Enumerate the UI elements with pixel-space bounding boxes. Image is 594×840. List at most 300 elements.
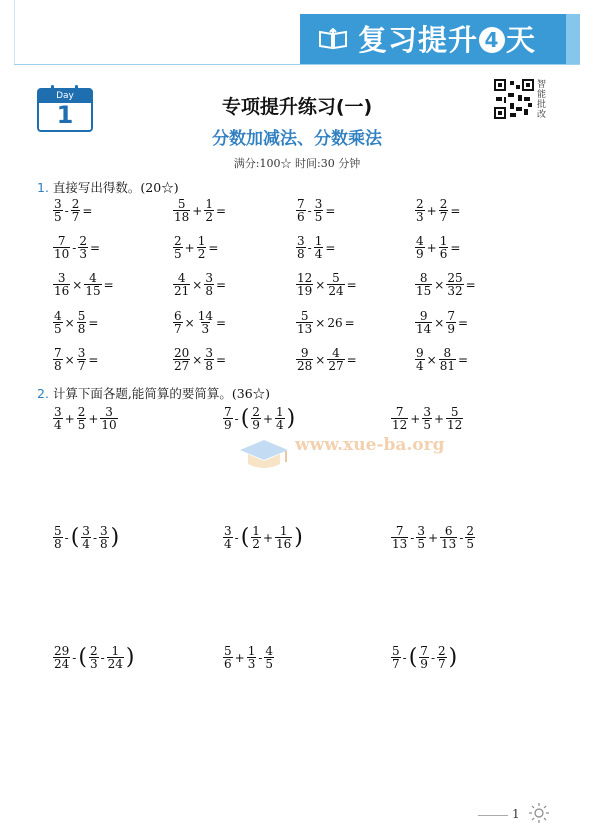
parenthesis: ) [125,644,135,670]
denominator: 7 [392,657,400,671]
operator: = [215,277,227,292]
numerator: 2 [466,524,475,538]
operator: + [433,411,445,426]
fraction [223,645,233,670]
fraction [251,406,261,431]
fraction [78,235,88,260]
calc-problem [52,645,136,670]
operator: - [258,650,263,665]
numerator: 4 [265,644,274,658]
numerator: 5 [77,309,86,323]
section-1-heading [37,178,179,196]
fraction [173,272,190,297]
operator: × [184,315,195,330]
denominator: 4 [276,418,284,432]
denominator: 16 [276,537,292,551]
fraction [77,406,87,431]
numerator: 3 [82,524,90,538]
fraction [107,645,124,670]
parenthesis: ( [78,644,87,670]
numerator: 4 [54,309,62,323]
denominator: 2 [252,537,260,551]
fraction [53,525,63,550]
denominator: 5 [174,247,182,261]
oral-calc-item [414,310,469,335]
operator: - [234,530,239,545]
numerator: 8 [419,271,428,285]
numerator: 5 [300,309,309,323]
operator: = [325,203,336,218]
denominator: 4 [314,247,323,261]
parenthesis: ) [294,524,303,550]
fraction [53,406,63,431]
operator: - [402,650,407,665]
denominator: 8 [205,359,213,373]
operator: × [72,277,83,292]
denominator: 5 [77,418,86,432]
denominator: 81 [439,359,455,373]
operator: × [315,352,326,367]
denominator: 3 [201,322,210,336]
operator: × [426,352,437,367]
denominator: 8 [77,322,86,336]
denominator: 18 [174,210,190,224]
denominator: 10 [101,418,117,432]
operator: + [426,203,437,218]
numerator: 9 [300,346,309,360]
fraction [275,406,285,431]
banner-prefix: 复习提升 [358,23,479,57]
fraction [314,235,324,260]
denominator: 5 [417,537,425,551]
calc-problem [390,406,464,431]
parenthesis: ) [448,644,458,670]
operator: = [457,352,469,367]
operator: = [325,240,336,255]
fraction [81,525,91,550]
numerator: 25 [447,271,463,285]
numerator: 7 [57,234,66,248]
fraction [53,235,70,260]
numerator: 5 [450,405,459,419]
denominator: 16 [54,284,70,298]
operator: - [307,203,312,218]
oral-calc-item [172,235,219,260]
oral-calc-item [172,347,227,372]
oral-calc-item [52,198,93,223]
calendar-day-label: Day [39,90,91,103]
numerator: 14 [197,309,213,323]
numerator: 1 [247,644,256,658]
denominator: 28 [297,359,313,373]
numerator: 2 [438,644,446,658]
fraction [89,645,99,670]
denominator: 7 [439,210,448,224]
fraction [173,235,183,260]
denominator: 7 [71,210,80,224]
oral-calc-item [172,272,227,297]
fraction [204,347,214,372]
oral-calc-item [295,347,358,372]
calc-problem [222,525,304,550]
operator: = [89,240,101,255]
operator: + [192,203,203,218]
denominator: 5 [466,537,475,551]
denominator: 13 [392,537,408,551]
numerator: 3 [54,197,62,211]
operator: = [208,240,219,255]
denominator: 8 [54,359,62,373]
operator: = [215,315,227,330]
denominator: 9 [416,247,424,261]
fraction [204,272,214,297]
numerator: 3 [100,524,108,538]
fraction [296,198,306,223]
fraction [416,525,426,550]
operator: - [459,530,464,545]
fraction [275,525,292,550]
fraction [327,272,344,297]
numerator: 12 [297,271,313,285]
denominator: 7 [438,657,446,671]
denominator: 24 [54,657,70,671]
fraction [415,198,425,223]
fraction [77,310,87,335]
oral-calc-item [295,235,336,260]
banner-day-number: 4 [479,27,505,53]
calc-problem [390,525,476,550]
denominator: 4 [82,537,90,551]
parenthesis: ( [70,524,80,550]
numerator: 3 [423,405,431,419]
fraction [419,645,429,670]
numerator: 1 [252,524,260,538]
fraction [223,406,233,431]
fraction [53,310,63,335]
fraction [439,198,449,223]
section-1-text: 直接写出得数。(20☆) [52,180,179,195]
fraction [247,645,257,670]
denominator: 2 [205,210,213,224]
numerator: 3 [224,524,232,538]
fraction [296,310,313,335]
denominator: 3 [416,210,424,224]
oral-calc-item [414,272,477,297]
numerator: 20 [174,346,190,360]
denominator: 15 [416,284,432,298]
watermark-hat-icon [236,432,292,474]
operator: + [410,411,421,426]
fraction [100,406,117,431]
fraction [173,198,190,223]
denominator: 3 [89,657,98,671]
oral-calc-item [414,198,461,223]
denominator: 5 [54,210,62,224]
numerator: 5 [177,197,186,211]
operator: = [457,315,469,330]
calc-problem [52,406,119,431]
numerator: 3 [297,234,305,248]
section-2-text: 计算下面各题,能简算的要简算。(36☆) [52,386,271,401]
denominator: 14 [416,322,432,336]
parenthesis: ) [286,405,296,431]
denominator: 12 [392,418,408,432]
denominator: 9 [224,418,232,432]
fraction [53,347,63,372]
header-left-rule [14,0,15,64]
operator: - [430,650,435,665]
operator: + [262,530,273,545]
oral-calc-item [52,310,99,335]
numerator: 1 [205,197,213,211]
fraction [391,406,408,431]
parenthesis: ( [240,524,250,550]
oral-calc-item [52,235,101,260]
numerator: 3 [105,405,113,419]
footer-rule [478,815,508,816]
operator: × [315,277,326,292]
operator: - [234,411,239,426]
fraction [251,525,261,550]
numerator: 7 [447,309,455,323]
operator: - [72,650,77,665]
fraction [446,406,463,431]
fraction [71,198,81,223]
fraction [296,347,313,372]
integer: 26 [327,315,343,330]
denominator: 5 [265,657,274,671]
denominator: 9 [420,657,428,671]
operator: - [64,530,69,545]
parenthesis: ( [408,644,418,670]
denominator: 8 [297,247,305,261]
calc-problem [222,406,296,431]
numerator: 3 [314,197,323,211]
denominator: 19 [297,284,313,298]
operator: + [234,650,245,665]
operator: + [64,411,75,426]
oral-calc-item [295,310,356,335]
fraction [446,310,456,335]
banner-title [358,18,536,59]
operator: + [262,411,273,426]
numerator: 1 [197,234,206,248]
section-1-number: 1. [37,180,49,195]
numerator: 5 [224,644,232,658]
page-title: 专项提升练习(一) [221,96,373,118]
fraction [197,310,214,335]
denominator: 9 [252,418,260,432]
fraction [465,525,475,550]
denominator: 27 [328,359,344,373]
numerator: 2 [439,197,448,211]
operator: - [64,203,69,218]
numerator: 2 [416,197,424,211]
denominator: 3 [79,247,87,261]
operator: - [410,530,415,545]
numerator: 2 [252,405,260,419]
header-banner-tail [566,14,580,64]
fraction [173,347,190,372]
denominator: 9 [447,322,455,336]
numerator: 3 [57,271,66,285]
operator: - [307,240,312,255]
fraction [84,272,101,297]
denominator: 32 [447,284,463,298]
denominator: 7 [77,359,86,373]
operator: = [88,352,99,367]
denominator: 4 [416,359,424,373]
fraction [314,198,324,223]
denominator: 21 [174,284,190,298]
numerator: 6 [174,309,182,323]
numerator: 7 [395,524,404,538]
numerator: 7 [395,405,404,419]
numerator: 1 [279,524,288,538]
fraction [53,645,70,670]
numerator: 4 [416,234,424,248]
numerator: 3 [417,524,425,538]
fraction [327,347,344,372]
operator: = [215,352,227,367]
section-2-number: 2. [37,386,49,401]
numerator: 9 [419,309,428,323]
fraction [223,525,233,550]
denominator: 13 [297,322,313,336]
denominator: 5 [54,322,62,336]
numerator: 1 [276,405,284,419]
page-subtitle: 分数加减法、分数乘法 [212,129,382,149]
operator: = [465,277,476,292]
numerator: 5 [54,524,62,538]
fraction [439,347,456,372]
operator: × [434,277,445,292]
oral-calc-item [52,272,115,297]
operator: = [450,240,461,255]
operator: = [346,352,357,367]
denominator: 8 [205,284,213,298]
numerator: 3 [205,346,213,360]
calendar-day-number: 1 [56,101,74,129]
parenthesis: ( [240,405,250,431]
operator: - [92,530,97,545]
numerator: 3 [77,346,86,360]
operator: + [426,240,437,255]
denominator: 10 [54,247,70,261]
numerator: 4 [177,271,186,285]
oral-calc-item [295,272,358,297]
fraction [204,198,214,223]
operator: + [427,530,439,545]
operator: + [88,411,99,426]
denominator: 7 [174,322,182,336]
numerator: 1 [111,644,120,658]
numerator: 2 [71,197,80,211]
denominator: 2 [197,247,206,261]
numerator: 1 [439,234,448,248]
numerator: 8 [443,346,452,360]
denominator: 5 [314,210,323,224]
qr-code-icon[interactable] [494,79,534,119]
denominator: 8 [54,537,62,551]
denominator: 4 [54,418,62,432]
parenthesis: ) [110,524,120,550]
watermark-text: www.xue-ba.org [295,435,445,455]
oral-calc-item [295,198,336,223]
denominator: 15 [85,284,101,298]
operator: = [346,277,357,292]
operator: = [450,203,461,218]
operator: × [64,352,75,367]
numerator: 6 [444,524,453,538]
numerator: 5 [392,644,400,658]
operator: × [434,315,445,330]
numerator: 7 [297,197,305,211]
oral-calc-item [172,198,227,223]
oral-calc-item [52,347,99,372]
fraction [99,525,109,550]
denominator: 6 [439,247,448,261]
numerator: 5 [332,271,340,285]
fraction [446,272,463,297]
fraction [197,235,207,260]
fraction [437,645,447,670]
numerator: 7 [420,644,428,658]
operator: × [315,315,326,330]
section-2-heading [37,384,270,402]
operator: = [344,315,355,330]
fraction [53,198,63,223]
fraction [439,235,449,260]
denominator: 27 [174,359,190,373]
oral-calc-item [414,347,469,372]
numerator: 3 [54,405,62,419]
operator: × [64,315,75,330]
numerator: 2 [89,644,98,658]
denominator: 4 [224,537,232,551]
numerator: 29 [54,644,70,658]
denominator: 13 [441,537,457,551]
fraction [391,645,401,670]
operator: = [88,315,99,330]
operator: = [82,203,93,218]
numerator: 9 [416,346,424,360]
page-number: 1 [512,807,520,821]
open-book-icon [318,28,348,50]
fraction [415,235,425,260]
calc-problem [390,645,458,670]
calc-problem [222,645,275,670]
denominator: 6 [224,657,232,671]
numerator: 3 [205,271,213,285]
score-time-info: 满分:100☆ 时间:30 分钟 [233,157,361,170]
fraction [53,272,70,297]
fraction [415,347,425,372]
fraction [296,235,306,260]
numerator: 4 [89,271,97,285]
banner-suffix: 天 [506,23,537,57]
fraction [296,272,313,297]
operator: - [72,240,77,255]
operator: + [184,240,195,255]
sun-decoration-icon [528,802,550,824]
numerator: 2 [77,405,86,419]
numerator: 2 [174,234,182,248]
operator: × [192,352,203,367]
calc-problem [52,525,120,550]
fraction [77,347,87,372]
fraction [415,310,432,335]
